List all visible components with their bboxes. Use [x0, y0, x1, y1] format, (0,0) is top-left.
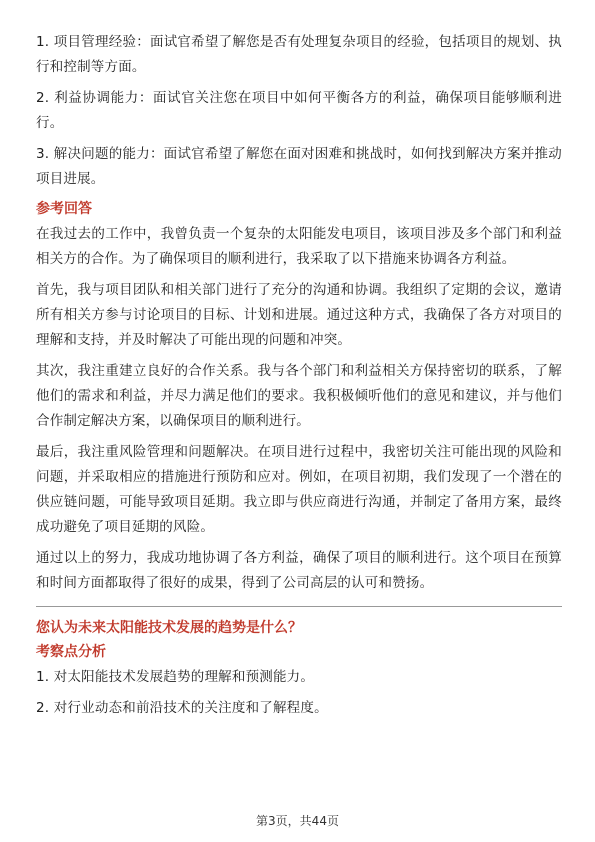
assessment-point-3: 3. 解决问题的能力：面试官希望了解您在面对困难和挑战时，如何找到解决方案并推动项目进展。: [36, 146, 562, 187]
assessment-point-1: 1. 项目管理经验：面试官希望了解您是否有处理复杂项目的经验，包括项目的规划、执行和控制等方面。: [36, 34, 562, 75]
answer-paragraph-5: 通过以上的努力，我成功地协调了各方利益，确保了项目的顺利进行。这个项目在预算和时间方面都取得了很好的成果，得到了公司高层的认可和赞扬。: [36, 550, 562, 591]
analysis-point-2: 2. 对行业动态和前沿技术的关注度和了解程度。: [36, 700, 328, 716]
page-footer: 第3页，共44页: [256, 814, 339, 828]
question-heading: 您认为未来太阳能技术发展的趋势是什么？: [36, 620, 302, 636]
page-content: [36, 30, 562, 727]
reference-answer-heading: 参考回答: [36, 201, 92, 217]
answer-paragraph-4: 最后，我注重风险管理和问题解决。在项目进行过程中，我密切关注可能出现的风险和问题，并采取相应的措施进行预防和应对。例如，在项目初期，我们发现了一个潜在的供应链问题，可能导致项目延期。我立即与供应商进行沟通，并制定了备用方案，最终成功避免了项目延期的风险。: [36, 444, 562, 535]
answer-paragraph-3: 其次，我注重建立良好的合作关系。我与各个部门和利益相关方保持密切的联系，了解他们的需求和利益，并尽力满足他们的要求。我积极倾听他们的意见和建议，并与他们合作制定解决方案，以确保项目的顺利进行。: [36, 363, 562, 429]
section-divider: [36, 606, 562, 607]
analysis-point-1: 1. 对太阳能技术发展趋势的理解和预测能力。: [36, 669, 315, 685]
analysis-heading: 考察点分析: [36, 644, 106, 660]
answer-paragraph-1: 在我过去的工作中，我曾负责一个复杂的太阳能发电项目，该项目涉及多个部门和利益相关方的合作。为了确保项目的顺利进行，我采取了以下措施来协调各方利益。: [36, 226, 562, 267]
answer-paragraph-2: 首先，我与项目团队和相关部门进行了充分的沟通和协调。我组织了定期的会议，邀请所有相关方参与讨论项目的目标、计划和进展。通过这种方式，我确保了各方对项目的理解和支持，并及时解决了可能出现的问题和冲突。: [36, 282, 562, 348]
assessment-point-2: 2. 利益协调能力：面试官关注您在项目中如何平衡各方的利益，确保项目能够顺利进行。: [36, 90, 562, 131]
